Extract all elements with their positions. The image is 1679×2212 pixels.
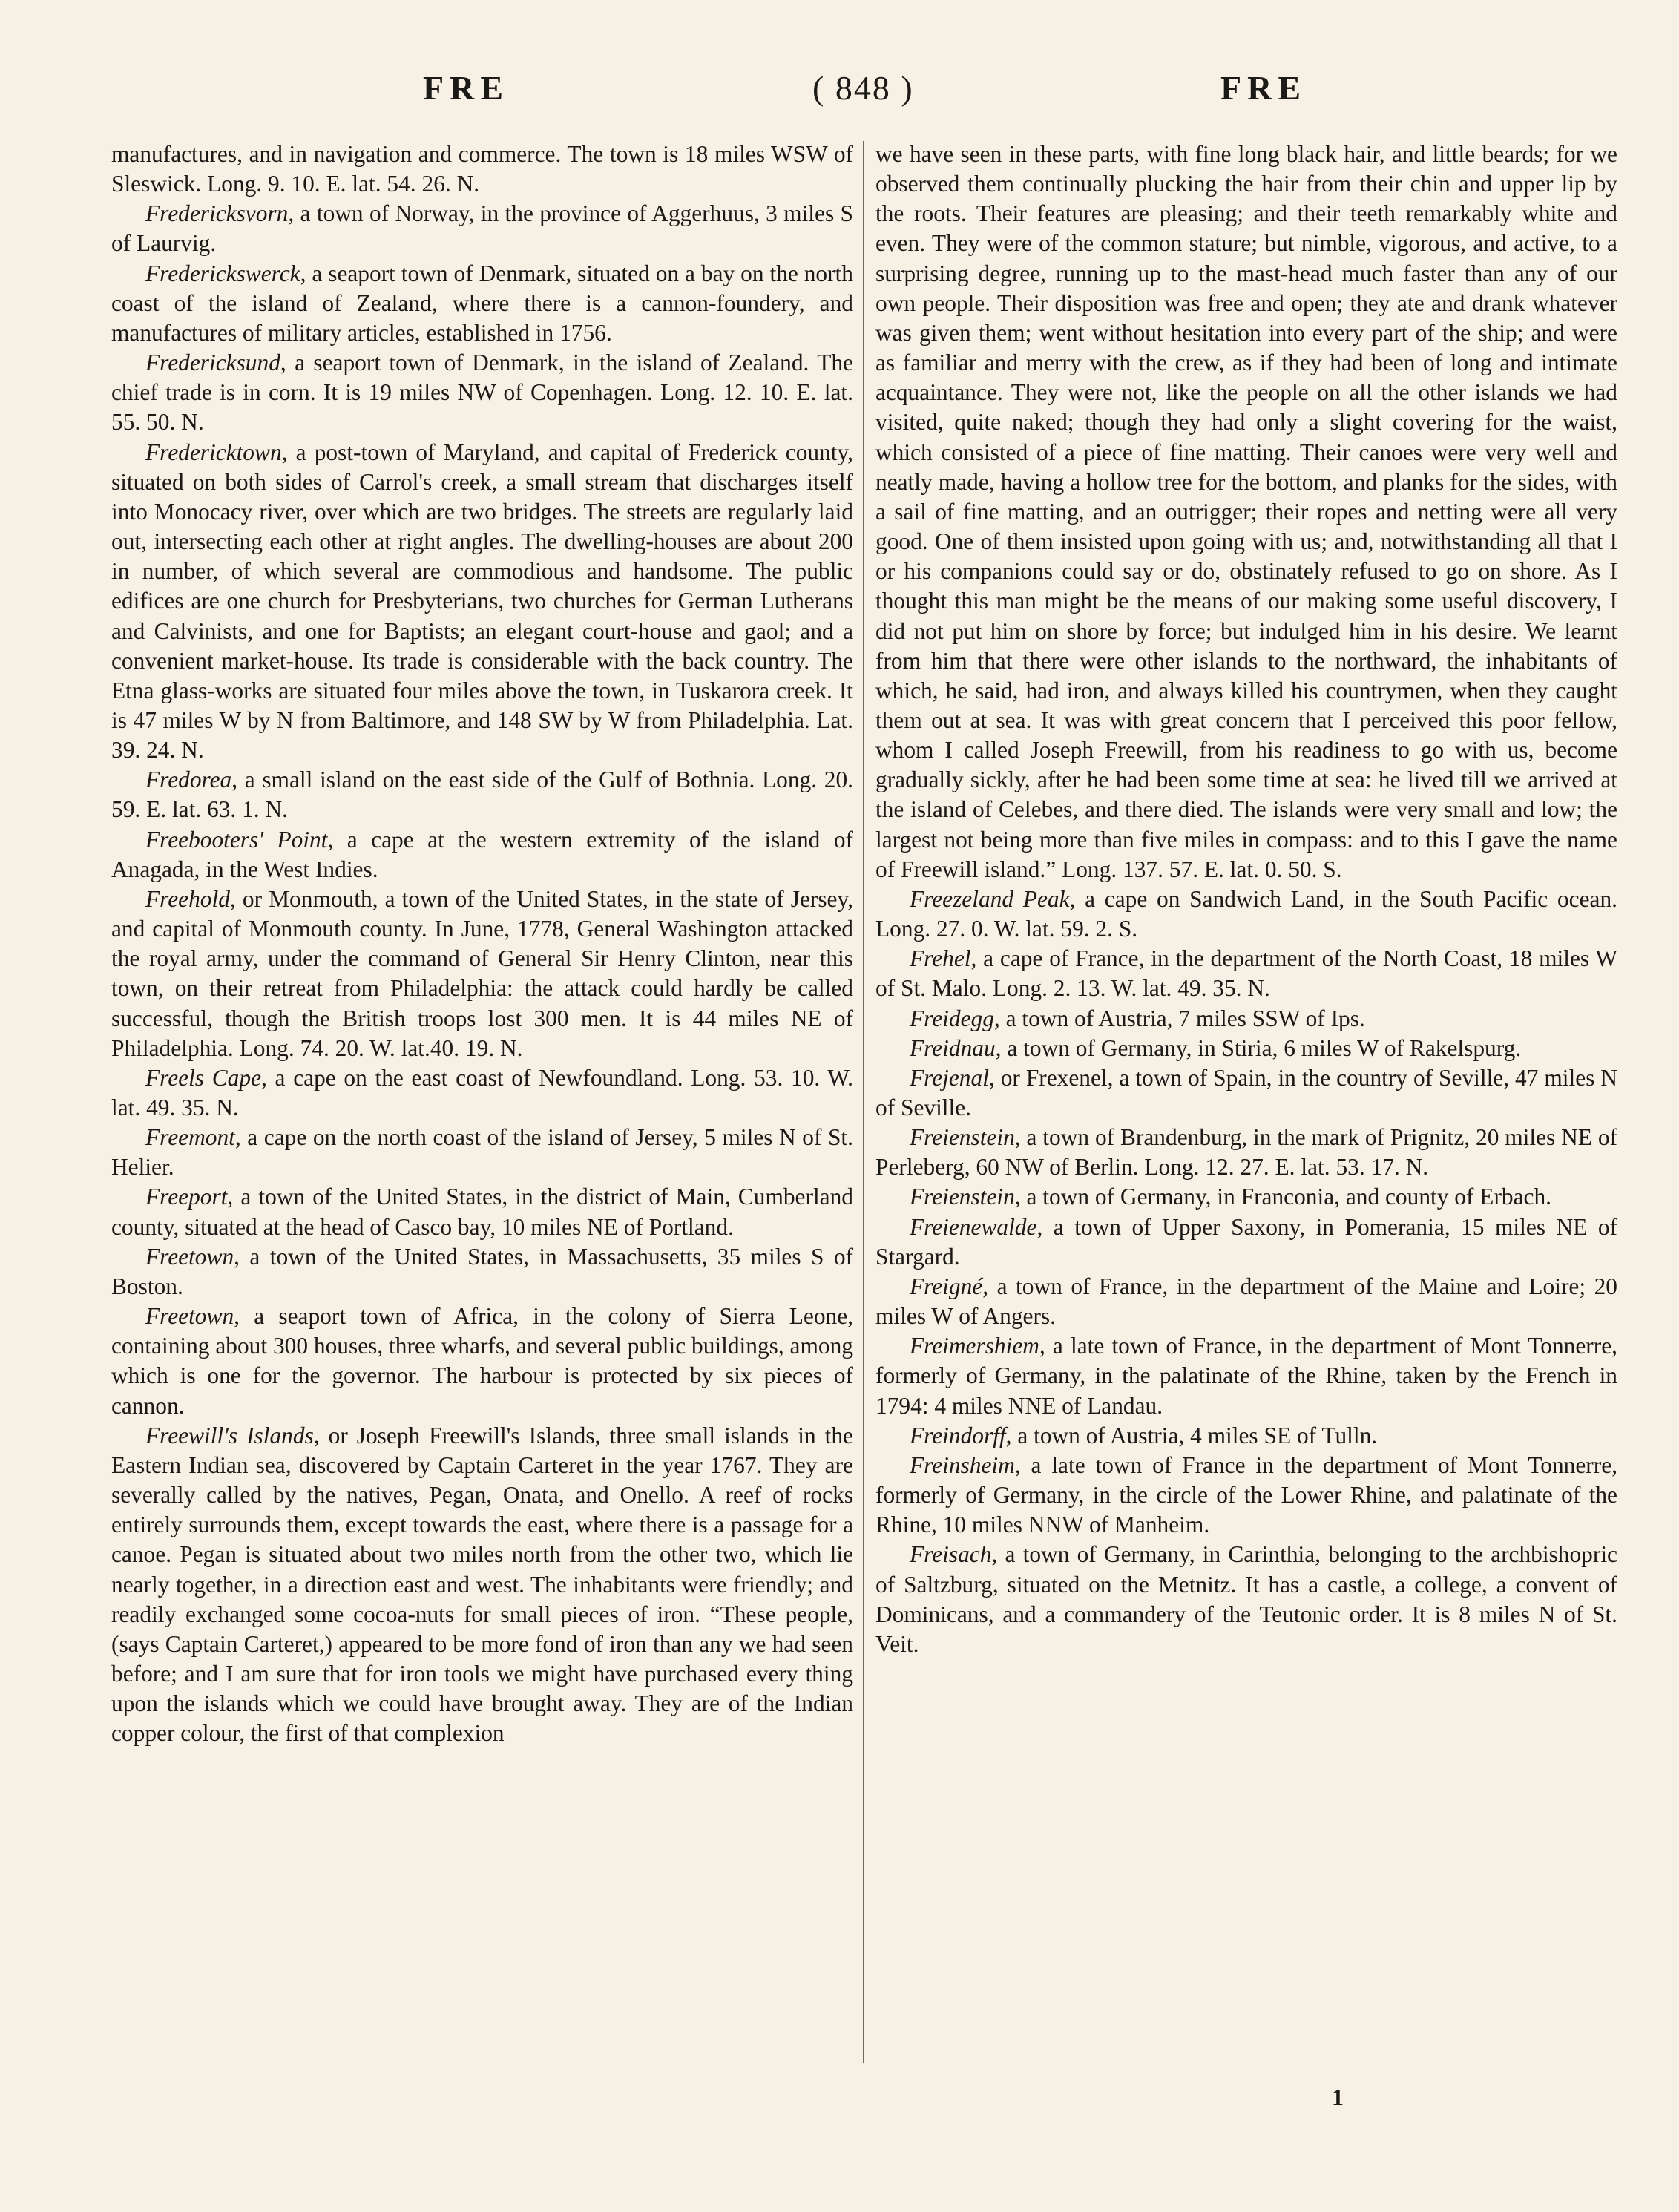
entry-headword: Fredericksvorn <box>145 200 289 227</box>
gazetteer-entry <box>875 1063 1617 1123</box>
gazetteer-entry <box>111 825 853 885</box>
entry-headword: Freimershiem <box>910 1333 1039 1359</box>
gazetteer-entry <box>111 438 853 766</box>
entry-text: , a cape on the north coast of the island of Jersey, 5 miles N of St. Helier. <box>111 1124 853 1181</box>
entry-headword: Freetown <box>145 1303 234 1330</box>
entry-headword: Freisach <box>910 1541 992 1568</box>
entry-text: manufactures, and in navigation and commerce. The town is 18 miles WSW of Sleswick. Long. 9. 10. E. lat. 54. 26. N. <box>111 141 853 197</box>
gazetteer-entry <box>111 199 853 258</box>
entry-text: , a town of the United States, in the district of Main, Cumberland county, situated at the head of Casco bay, 10 miles NE of Portland. <box>111 1184 853 1240</box>
entry-headword: Freebooters' Point <box>145 826 328 853</box>
entry-text: , a small island on the east side of the Gulf of Bothnia. Long. 20. 59. E. lat. 63. 1. N. <box>111 767 853 823</box>
gazetteer-entry <box>875 1451 1617 1540</box>
gazetteer-entry <box>875 944 1617 1003</box>
entry-text: , a town of Germany, in Stiria, 6 miles W of Rakelspurg. <box>995 1034 1522 1061</box>
gazetteer-entry <box>875 885 1617 944</box>
gazetteer-entry <box>111 885 853 1063</box>
entry-headword: Frederickswerck <box>145 260 300 286</box>
gazetteer-entry <box>111 140 853 199</box>
entry-headword: Freemont <box>145 1124 235 1151</box>
gazetteer-entry <box>111 1242 853 1302</box>
page-header <box>111 68 1580 120</box>
gazetteer-entry <box>111 1302 853 1421</box>
gazetteer-entry <box>111 348 853 437</box>
entry-headword: Freidnau <box>910 1034 996 1061</box>
entry-text: , a post-town of Maryland, and capital of Frederick county, situated on both sides of Carrol's creek, a small stream that discharges itself into Monocacy river, over which are two bridges. The streets are regularly laid out, intersecting each other at right angles. The dwelling-houses are about 200 in number, of which several are commodious and handsome. The public edifices are one church for Presbyterians, two churches for German Lutherans and Calvinists, and one for Baptists; an elegant court-house and gaol; and a convenient market-house. Its trade is considerable with the back country. The Etna glass-works are situated four miles above the town, in Tuskarora creek. It is 47 miles W by N from Baltimore, and 148 SW by W from Philadelphia. Lat. 39. 24. N. <box>111 439 853 764</box>
entry-headword: Freezeland Peak <box>910 885 1070 912</box>
entry-headword: Fredorea <box>145 767 232 793</box>
entry-text: , a town of Austria, 7 miles SSW of Ips. <box>993 1005 1365 1031</box>
entry-headword: Freetown <box>145 1243 234 1270</box>
entry-text: , a town of Germany, in Franconia, and county of Erbach. <box>1014 1184 1552 1210</box>
gazetteer-entry <box>111 1123 853 1182</box>
entry-headword: Fredericktown <box>145 439 282 465</box>
gazetteer-entry <box>111 1063 853 1123</box>
gazetteer-entry <box>875 1331 1617 1420</box>
gazetteer-entry <box>875 1123 1617 1182</box>
entry-text: , or Monmouth, a town of the United States, in the state of Jersey, and capital of Monmouth county. In June, 1778, General Washington attacked the royal army, under the command of General Sir Henry Clinton, near this town, on their retreat from Philadelphia: the attack could hardly be called successful, though the British troops lost 300 men. It is 44 miles NE of Philadelphia. Long. 74. 20. W. lat.40. 19. N. <box>111 885 853 1061</box>
entry-headword: Frejenal <box>910 1064 989 1091</box>
entry-headword: Freienewalde <box>910 1213 1037 1240</box>
gazetteer-entry <box>875 1540 1617 1659</box>
entry-text: , a town of the United States, in Massachusetts, 35 miles S of Boston. <box>111 1243 853 1299</box>
entry-headword: Freindorff <box>910 1422 1006 1448</box>
entry-text: , a town of Germany, in Carinthia, belonging to the archbishopric of Saltzburg, situated on the Metnitz. It has a castle, a college, a convent of Dominicans, and a commandery of the Teutonic order. It is 8 miles N of St. Veit. <box>875 1541 1617 1657</box>
entry-headword: Freehold <box>145 885 230 912</box>
right-column <box>875 140 1617 1659</box>
gazetteer-entry <box>875 1212 1617 1272</box>
entry-text: , or Frexenel, a town of Spain, in the country of Seville, 47 miles N of Seville. <box>875 1064 1617 1120</box>
entry-text: , a town of Norway, in the province of Aggerhuus, 3 miles S of Laurvig. <box>111 200 853 257</box>
gazetteer-entry <box>875 140 1617 885</box>
entry-text: , a cape on Sandwich Land, in the South Pacific ocean. Long. 27. 0. W. lat. 59. 2. S. <box>875 885 1617 942</box>
entry-text: , a town of Austria, 4 miles SE of Tulln. <box>1005 1422 1378 1448</box>
entry-headword: Freels Cape <box>145 1064 261 1091</box>
entry-headword: Freienstein <box>910 1124 1015 1151</box>
entry-headword: Freewill's Islands <box>145 1422 314 1448</box>
entry-headword: Freinsheim <box>910 1451 1015 1478</box>
gazetteer-entry <box>875 1421 1617 1451</box>
running-head-left: FRE <box>423 69 509 107</box>
entry-headword: Freeport <box>145 1184 228 1210</box>
gazetteer-entry <box>111 1421 853 1749</box>
gazetteer-entry <box>875 1034 1617 1063</box>
entry-text: , a town of Brandenburg, in the mark of Prignitz, 20 miles NE of Perleberg, 60 NW of Berlin. Long. 12. 27. E. lat. 53. 17. N. <box>875 1124 1617 1181</box>
gazetteer-entry <box>111 1182 853 1241</box>
page-number: ( 848 ) <box>812 69 914 107</box>
entry-headword: Frehel <box>910 945 971 972</box>
entry-text: , a cape on the east coast of Newfoundland. Long. 53. 10. W. lat. 49. 35. N. <box>111 1064 853 1120</box>
entry-text: , or Joseph Freewill's Islands, three small islands in the Eastern Indian sea, discovered by Captain Carteret in the year 1767. They are severally called by the natives, Pegan, Onata, and Onello. A reef of rocks entirely surrounds them, except towards the east, where there is a passage for a canoe. Pegan is situated about two miles north from the other two, which lie nearly together, in a direction east and west. The inhabitants were friendly; and readily exchanged some cocoa-nuts for small pieces of iron. “These people, (says Captain Carteret,) appeared to be more fond of iron than any we had seen before; and I am sure that for iron tools we might have purchased every thing upon the islands which we could have brought away. They are of the Indian copper colour, the first of that complexion <box>111 1422 853 1747</box>
gazetteer-entry <box>875 1182 1617 1212</box>
entry-text: , a cape at the western extremity of the island of Anagada, in the West Indies. <box>111 826 853 882</box>
entry-text: , a town of Upper Saxony, in Pomerania, 15 miles NE of Stargard. <box>875 1213 1617 1270</box>
entry-text: , a late town of France in the department of Mont Tonnerre, formerly of Germany, in the circle of the Lower Rhine, and palatinate of the Rhine, 10 miles NNW of Manheim. <box>875 1451 1617 1538</box>
running-head-right: FRE <box>1220 69 1307 107</box>
entry-text: , a seaport town of Denmark, situated on a bay on the north coast of the island of Zealand, where there is a cannon-foundery, and manufactures of military articles, established in 1756. <box>111 260 853 346</box>
printer-signature-mark: 1 <box>1332 2084 1344 2110</box>
entry-headword: Fredericksund <box>145 349 280 376</box>
gazetteer-entry <box>111 259 853 348</box>
entry-text: , a seaport town of Africa, in the colony of Sierra Leone, containing about 300 houses, three wharfs, and several public buildings, among which is one for the governor. The harbour is protected by six pieces of cannon. <box>111 1303 853 1419</box>
entry-text: , a cape of France, in the department of the North Coast, 18 miles W of St. Malo. Long. 2. 13. W. lat. 49. 35. N. <box>875 945 1617 1002</box>
entry-text: , a town of France, in the department of the Maine and Loire; 20 miles W of Angers. <box>875 1273 1617 1330</box>
entry-headword: Freidegg <box>910 1005 994 1031</box>
gazetteer-entry <box>875 1004 1617 1034</box>
entry-headword: Freienstein <box>910 1184 1015 1210</box>
gazetteer-entry <box>875 1272 1617 1331</box>
entry-text: we have seen in these parts, with fine long black hair, and little beards; for we observed them continually plucking the hair from their chin and upper lip by the roots. Their features are pleasing; and their teeth remarkably white and even. They were of the common stature; but nimble, vigorous, and active, to a surprising degree, running up to the mast-head much faster than any of our own people. Their disposition was free and open; they ate and drank whatever was given them; went without hesitation into every part of the ship; and were as familiar and merry with the crew, as if they had been of long and intimate acquaintance. They were not, like the people on all the other islands we had visited, quite naked; though they had only a slight covering for the waist, which consisted of a piece of fine matting. Their canoes were very well and neatly made, having a hollow tree for the bottom, and planks for the sides, with a sail of fine matting, and an outrigger; their ropes and netting were all very good. One of them insisted upon going with us; and, notwithstanding all that I or his companions could say or do, obstinately refused to go on shore. As I thought this man might be the means of our making some useful discovery, I did not put him on shore by force; but indulged him in his desire. We learnt from him that there were other islands to the northward, the inhabitants of which, he said, had iron, and always killed his countrymen, when they caught them out at sea. It was with great concern that I perceived this poor fellow, whom I called Joseph Freewill, from his readiness to go with us, become gradually sickly, after he had been some time at sea: he lived till we arrived at the island of Celebes, and there died. The islands were very small and low; the largest not being more than five miles in compass: and to this I gave the name of Freewill island.” Long. 137. 57. E. lat. 0. 50. S. <box>875 141 1617 882</box>
entry-headword: Freigné <box>910 1273 983 1299</box>
gazetteer-entry <box>111 765 853 824</box>
entry-text: , a late town of France, in the department of Mont Tonnerre, formerly of Germany, in the palatinate of the Rhine, taken by the French in 1794: 4 miles NNE of Landau. <box>875 1333 1617 1419</box>
entry-text: , a seaport town of Denmark, in the island of Zealand. The chief trade is in corn. It is 19 miles NW of Copenhagen. Long. 12. 10. E. lat. 55. 50. N. <box>111 349 853 436</box>
column-divider <box>863 141 864 2063</box>
left-column <box>111 140 853 1748</box>
